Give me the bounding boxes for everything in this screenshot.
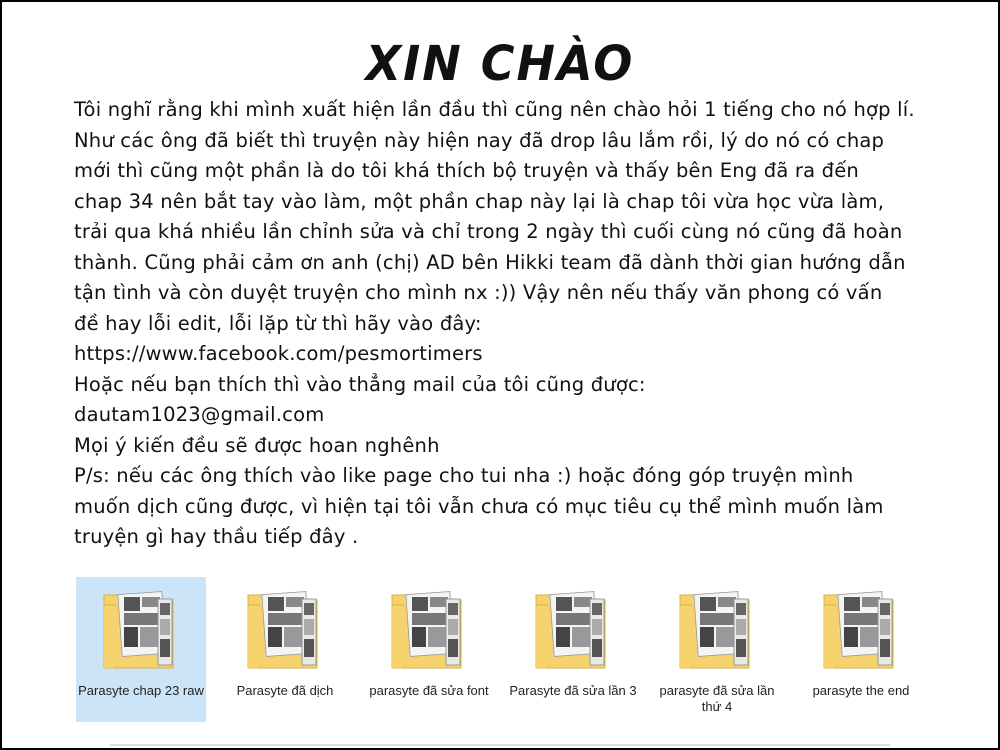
text-line: chap 34 nên bắt tay vào làm, một phần chap này lại là chap tôi vừa học vừa làm, — [74, 189, 885, 213]
text-line: Như các ông đã biết thì truyện này hiện nay đã drop lâu lắm rồi, lý do nó có chap — [74, 128, 885, 152]
folder-label: Parasyte chap 23 raw — [78, 683, 204, 698]
folder-item[interactable] — [364, 577, 494, 722]
text-line: P/s: nếu các ông thích vào like page cho tui nha :) hoặc đóng góp truyện mình — [74, 464, 854, 487]
text-line: https://www.facebook.com/pesmortimers — [74, 342, 483, 365]
folder-label: Parasyte đã sửa lần 3 — [509, 683, 637, 698]
text-line: dautam1023@gmail.com — [74, 403, 325, 426]
text-line: mới thì cũng một phần là do tôi khá thích bộ truyện và thấy bên Eng đã ra đến — [74, 159, 859, 182]
message-text — [74, 95, 954, 553]
text-line: trải qua khá nhiều lần chỉnh sửa và chỉ trong 2 ngày thì cuối cùng nó cũng đã hoàn — [74, 220, 903, 243]
folder-icon — [102, 589, 180, 671]
page-title: XIN CHÀO — [365, 34, 635, 92]
text-line: thành. Cũng phải cảm ơn anh (chị) AD bên Hikki team đã dành thời gian hướng dẫn — [74, 250, 906, 274]
text-line: tận tình và còn duyệt truyện cho mình nx :)) Vậy nên nếu thấy văn phong có vấn — [74, 281, 883, 304]
text-line: muốn dịch cũng được, vì hiện tại tôi vẫn chưa có mục tiêu cụ thể mình muốn làm — [74, 494, 884, 518]
folder-label: parasyte đã sửa lần thứ 4 — [659, 683, 775, 714]
folder-item[interactable] — [76, 577, 206, 722]
folder-icon — [678, 589, 756, 671]
folder-icon — [534, 589, 612, 671]
folder-label: Parasyte đã dịch — [236, 683, 334, 698]
folder-item[interactable] — [220, 577, 350, 722]
folder-label: parasyte đã sửa font — [369, 683, 489, 698]
file-explorer-folder-list — [76, 577, 936, 722]
folder-icon — [246, 589, 324, 671]
folder-item[interactable] — [796, 577, 926, 722]
text-line: truyện gì hay thầu tiếp đây . — [74, 525, 359, 548]
text-line: Hoặc nếu bạn thích thì vào thẳng mail của tôi cũng được: — [74, 372, 646, 396]
text-line: Tôi nghĩ rằng khi mình xuất hiện lần đầu thì cũng nên chào hỏi 1 tiếng cho nó hợp lí. — [74, 98, 915, 121]
folder-icon — [390, 589, 468, 671]
folder-label: parasyte the end — [812, 683, 910, 698]
divider — [110, 744, 890, 746]
text-line: đề hay lỗi edit, lỗi lặp từ thì hãy vào đây: — [74, 311, 482, 335]
folder-item[interactable] — [508, 577, 638, 722]
text-line: Mọi ý kiến đều sẽ được hoan nghênh — [74, 433, 440, 457]
folder-item[interactable] — [652, 577, 782, 722]
folder-icon — [822, 589, 900, 671]
